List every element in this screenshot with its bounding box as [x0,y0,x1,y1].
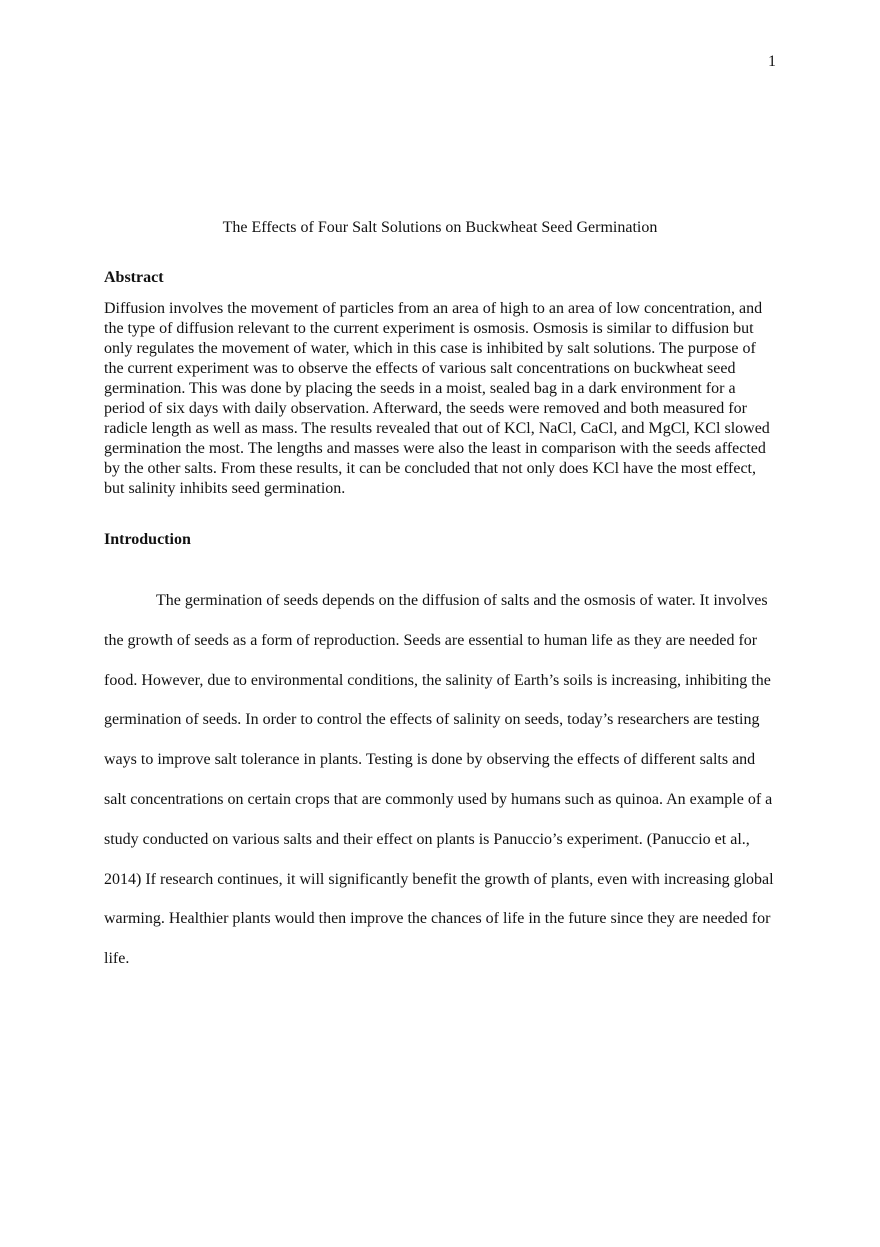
introduction-heading: Introduction [104,531,191,548]
abstract-paragraph: Diffusion involves the movement of particles from an area of high to an area of low concentration, and the type of diffusion relevant to the current experiment is osmosis. Osmosis is similar to diffusion but only regulates the movement of water, which in this case is inhibited by salt solutions. The purpose of the current experiment was to observe the effects of various salt concentrations on buckwheat seed germination. This was done by placing the seeds in a moist, sealed bag in a dark environment for a period of six days with daily observation. Afterward, the seeds were removed and both measured for radicle length as well as mass. The results revealed that out of KCl, NaCl, CaCl, and MgCl, KCl slowed germination the most. The lengths and masses were also the least in comparison with the seeds affected by the other salts. From these results, it can be concluded that not only does KCl have the most effect, but salinity inhibits seed germination. [104,300,770,497]
introduction-paragraph: The germination of seeds depends on the diffusion of salts and the osmosis of water. It involves the growth of seeds as a form of reproduction. Seeds are essential to human life as they are needed for food. However, due to environmental conditions, the salinity of Earth’s soils is increasing, inhibiting the germination of seeds. In order to control the effects of salinity on seeds, today’s researchers are testing ways to improve salt tolerance in plants. Testing is done by observing the effects of different salts and salt concentrations on certain crops that are commonly used by humans such as quinoa. An example of a study conducted on various salts and their effect on plants is Panuccio’s experiment. (Panuccio et al., 2014) If research continues, it will significantly benefit the growth of plants, even with increasing global warming. Healthier plants would then improve the chances of life in the future since they are needed for life. [104,592,774,968]
abstract-heading: Abstract [104,269,164,286]
page-number: 1 [768,53,776,70]
document-title: The Effects of Four Salt Solutions on Buckwheat Seed Germination [222,219,658,236]
